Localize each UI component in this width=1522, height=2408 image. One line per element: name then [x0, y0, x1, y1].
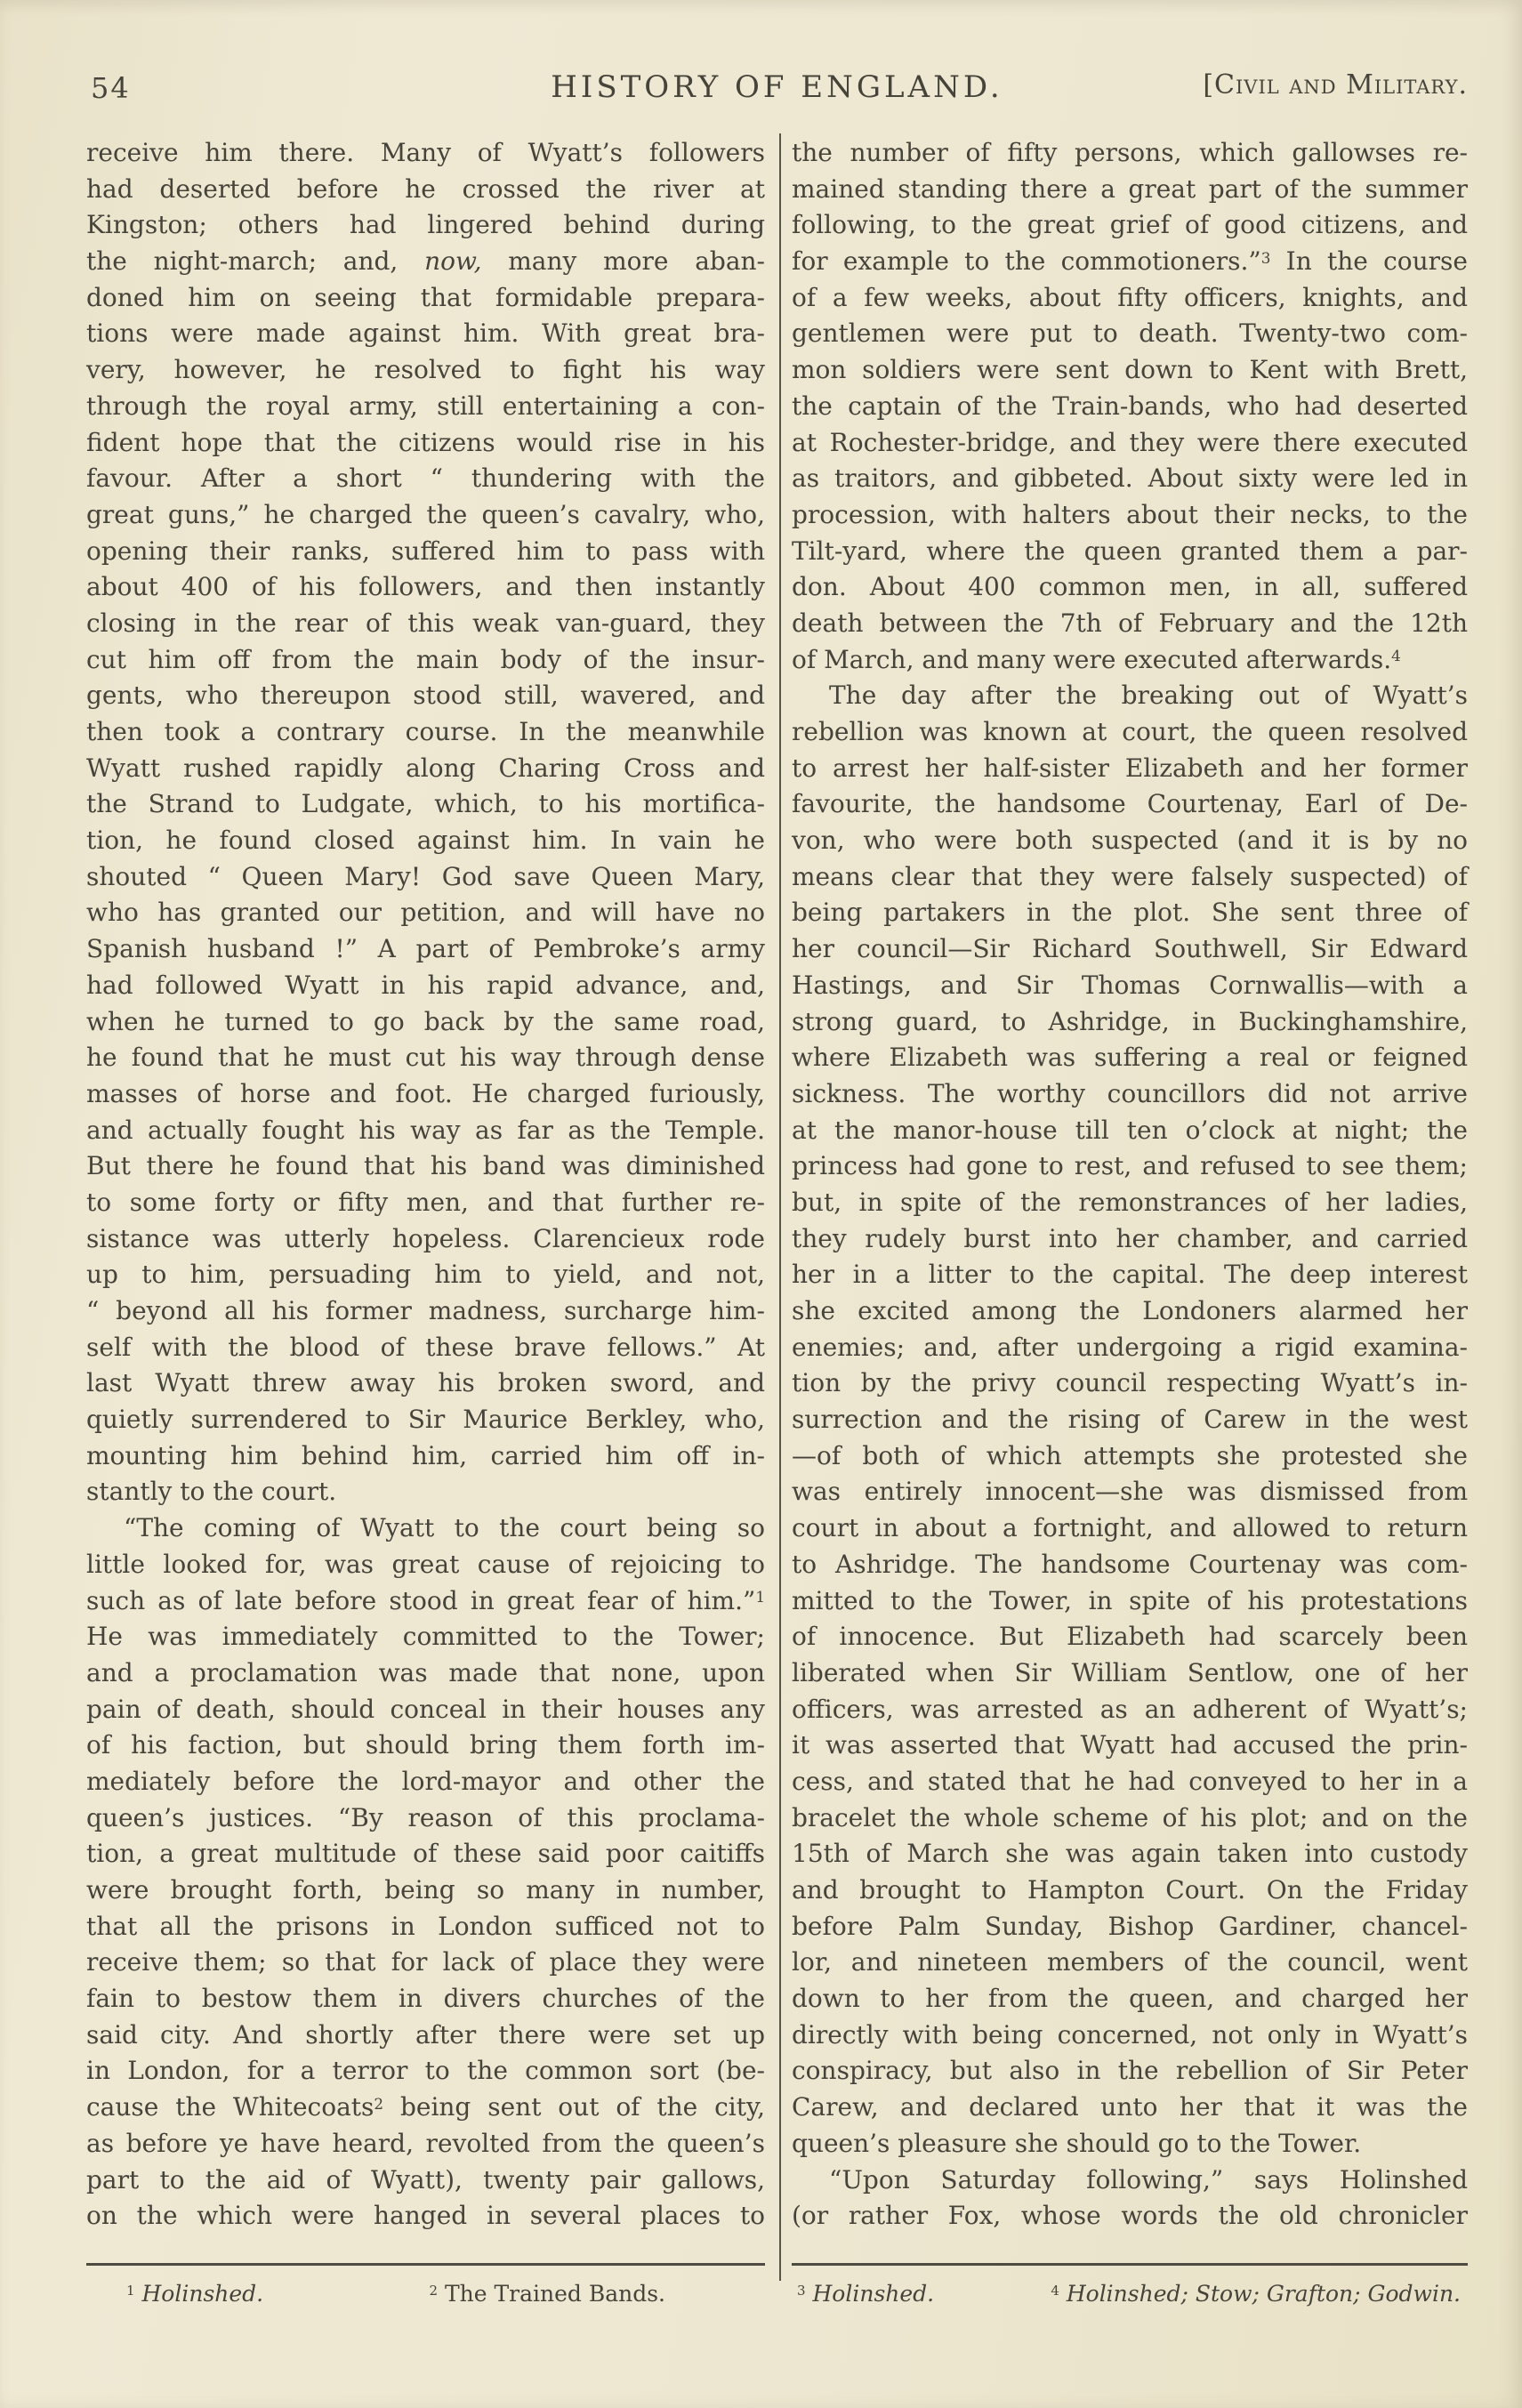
- text-line: [86, 1257, 765, 1293]
- text-segment: receive him there. Many of Wyatt’s followers: [86, 138, 765, 167]
- text-line: [792, 1547, 1468, 1583]
- text-segment: princess had gone to rest, and refused to see them;: [792, 1151, 1468, 1181]
- text-line: [792, 2090, 1468, 2126]
- footnote-marker: 3: [797, 2283, 806, 2299]
- text-segment: enemies; and, after undergoing a rigid examina-: [792, 1332, 1468, 1362]
- text-line: [792, 968, 1468, 1004]
- text-segment: Tilt-yard, where the queen granted them a par-: [792, 536, 1468, 566]
- text-line: [86, 2017, 765, 2054]
- text-segment: Hastings, and Sir Thomas Cornwallis—with a: [792, 970, 1468, 1000]
- text-segment: when he turned to go back by the same road,: [86, 1006, 765, 1036]
- text-line: [792, 823, 1468, 859]
- text-line: [86, 1076, 765, 1113]
- text-segment: then took a contrary course. In the meanwhile: [86, 717, 765, 746]
- text-line: [792, 1402, 1468, 1438]
- text-segment: stantly to the court.: [86, 1477, 337, 1507]
- text-line: [86, 1800, 765, 1837]
- right-footnotes: [792, 2263, 1468, 2307]
- text-segment: following, to the great grief of good citizens, and: [792, 210, 1468, 240]
- text-line: [792, 1909, 1468, 1945]
- text-line: [86, 2162, 765, 2199]
- text-line: [86, 1221, 765, 1258]
- text-segment: cause the Whitecoats: [86, 2092, 374, 2122]
- text-line: [792, 280, 1468, 317]
- text-line: [792, 135, 1468, 172]
- text-segment: had deserted before he crossed the river at: [86, 173, 765, 204]
- text-line: [792, 786, 1468, 823]
- footnote-marker: 2: [374, 2094, 384, 2113]
- text-segment: sickness. The worthy councillors did not arrive: [792, 1078, 1468, 1108]
- text-line: [792, 352, 1468, 389]
- text-line: [86, 678, 765, 714]
- text-line: [792, 1764, 1468, 1800]
- text-segment: and actually fought his way as far as the Temple.: [86, 1115, 765, 1145]
- text-segment: means clear that they were falsely suspected) of: [792, 861, 1468, 891]
- left-footnotes: [86, 2263, 765, 2307]
- text-line: [86, 1619, 765, 1655]
- text-segment: opening their ranks, suffered him to pass with: [86, 536, 765, 566]
- text-segment: rebellion was known at court, the queen resolved: [792, 717, 1468, 746]
- text-line: [792, 534, 1468, 570]
- text-line: [792, 1945, 1468, 1981]
- text-segment: Kingston; others had lingered behind during: [86, 210, 765, 240]
- text-line: [86, 1474, 765, 1510]
- text-segment: the captain of the Train-bands, who had deserted: [792, 391, 1468, 421]
- text-segment: shouted “ Queen Mary! God save Queen Mary,: [86, 861, 765, 891]
- text-segment: great guns,” he charged the queen’s cavalry, who,: [86, 499, 765, 529]
- text-segment: pain of death, should conceal in their houses any: [86, 1694, 765, 1724]
- text-line: [792, 2198, 1468, 2235]
- text-segment: liberated when Sir William Sentlow, one of her: [792, 1657, 1468, 1687]
- text-line: [792, 1076, 1468, 1113]
- text-line: [86, 1510, 765, 1547]
- text-line: [792, 1872, 1468, 1909]
- text-line: [792, 1692, 1468, 1728]
- text-segment: doned him on seeing that formidable prepara-: [86, 282, 765, 312]
- text-line: [86, 497, 765, 534]
- text-segment: her council—Sir Richard Southwell, Sir Edward: [792, 934, 1468, 964]
- text-segment: death between the 7th of February and the 12th: [792, 608, 1468, 638]
- text-segment: where Elizabeth was suffering a real or feigned: [792, 1043, 1468, 1073]
- text-line: [792, 244, 1468, 280]
- text-line: [86, 823, 765, 859]
- text-line: [86, 751, 765, 787]
- text-line: [86, 316, 765, 352]
- text-line: [86, 352, 765, 389]
- text-segment: tion, a great multitude of these said poor caitiffs: [86, 1839, 765, 1869]
- text-segment: it was asserted that Wyatt had accused the prin-: [792, 1730, 1468, 1760]
- text-line: [86, 1402, 765, 1438]
- text-line: [792, 1727, 1468, 1764]
- text-segment: mitted to the Tower, in spite of his protestations: [792, 1585, 1468, 1615]
- text-line: [792, 606, 1468, 642]
- text-segment: masses of horse and foot. He charged furiously,: [86, 1078, 765, 1108]
- text-segment: the night-march; and,: [86, 246, 425, 277]
- text-line: [792, 2053, 1468, 2090]
- text-segment: the number of fifty persons, which gallowses re-: [792, 138, 1468, 167]
- footnote-row-right: [792, 2266, 1468, 2307]
- text-segment: of innocence. But Elizabeth had scarcely been: [792, 1622, 1468, 1652]
- page-number: 54: [91, 71, 131, 105]
- text-line: [792, 1293, 1468, 1330]
- text-segment: now,: [424, 246, 482, 277]
- text-line: [86, 389, 765, 425]
- text-segment: her in a litter to the capital. The deep interest: [792, 1260, 1468, 1290]
- footnote-marker: 1: [755, 1587, 765, 1606]
- text-segment: as before ye have heard, revolted from the queen’s: [86, 2128, 765, 2158]
- text-segment: “The coming of Wyatt to the court being so: [124, 1513, 765, 1543]
- text-line: [792, 1004, 1468, 1041]
- text-line: [792, 2017, 1468, 2054]
- text-segment: said city. And shortly after there were set up: [86, 2019, 765, 2050]
- text-segment: and a proclamation was made that none, upon: [86, 1657, 765, 1687]
- text-segment: “Upon Saturday following,” says Holinshed: [829, 2164, 1468, 2195]
- footnote: [429, 2281, 665, 2307]
- text-segment: she excited among the Londoners alarmed her: [792, 1296, 1468, 1325]
- text-segment: directly with being concerned, not only in Wyatt’s: [792, 2019, 1468, 2050]
- text-segment: mon soldiers were sent down to Kent with Brett,: [792, 355, 1468, 385]
- text-line: [792, 1583, 1468, 1620]
- text-segment: Wyatt rushed rapidly along Charing Cross and: [86, 753, 765, 783]
- text-segment: were brought forth, being so many in number,: [86, 1875, 765, 1905]
- text-line: [86, 1547, 765, 1583]
- text-line: [86, 1945, 765, 1981]
- text-line: [792, 172, 1468, 208]
- text-segment: officers, was arrested as an adherent of Wyatt’s;: [792, 1694, 1468, 1724]
- text-line: [86, 931, 765, 968]
- footnote: [126, 2281, 263, 2307]
- text-segment: at the manor-house till ten o’clock at night; the: [792, 1115, 1468, 1145]
- text-segment: was entirely innocent—she was dismissed from: [792, 1477, 1468, 1507]
- text-segment: fident hope that the citizens would rise in his: [86, 427, 765, 457]
- text-line: [792, 751, 1468, 787]
- text-segment: who has granted our petition, and will have no: [86, 898, 765, 928]
- text-line: [792, 2162, 1468, 2199]
- footnote-marker: 3: [1260, 248, 1271, 267]
- text-line: [86, 2126, 765, 2162]
- text-segment: up to him, persuading him to yield, and not,: [86, 1260, 765, 1290]
- text-segment: part to the aid of Wyatt), twenty pair gallows,: [86, 2164, 765, 2195]
- text-segment: mained standing there a great part of the summer: [792, 173, 1468, 204]
- text-segment: before Palm Sunday, Bishop Gardiner, chancel-: [792, 1911, 1468, 1941]
- text-segment: closing in the rear of this weak van-guard, they: [86, 608, 765, 638]
- page-title: HISTORY OF ENGLAND.: [551, 69, 1003, 105]
- text-line: [792, 859, 1468, 896]
- text-segment: The day after the breaking out of Wyatt’s: [829, 681, 1468, 711]
- text-line: [86, 859, 765, 896]
- left-column: [86, 135, 765, 2235]
- footnote: [1051, 2281, 1461, 2307]
- text-segment: court in about a fortnight, and allowed to return: [792, 1513, 1468, 1543]
- text-segment: mounting him behind him, carried him off in-: [86, 1440, 765, 1470]
- text-segment: being sent out of the city,: [383, 2092, 766, 2122]
- footnote-row-left: [86, 2266, 765, 2307]
- text-line: [792, 316, 1468, 352]
- text-segment: such as of late before stood in great fear of him.”: [86, 1585, 756, 1615]
- text-segment: Spanish husband !” A part of Pembroke’s army: [86, 934, 765, 964]
- text-segment: favour. After a short “ thundering with the: [86, 463, 765, 494]
- text-line: [792, 714, 1468, 751]
- text-line: [86, 425, 765, 462]
- footnote-marker: 1: [126, 2283, 135, 2299]
- text-segment: last Wyatt threw away his broken sword, and: [86, 1368, 765, 1398]
- text-line: [792, 1474, 1468, 1510]
- text-segment: He was immediately committed to the Tower;: [86, 1622, 765, 1652]
- text-segment: favourite, the handsome Courtenay, Earl of De-: [792, 789, 1468, 819]
- text-segment: being partakers in the plot. She sent three of: [792, 898, 1468, 928]
- text-line: [792, 1800, 1468, 1837]
- text-line: [86, 786, 765, 823]
- text-segment: surrection and the rising of Carew in the west: [792, 1405, 1468, 1435]
- text-line: [792, 1510, 1468, 1547]
- text-line: [792, 1257, 1468, 1293]
- text-line: [86, 1981, 765, 2017]
- text-line: [86, 1040, 765, 1076]
- text-segment: self with the blood of these brave fellows.” At: [86, 1332, 765, 1362]
- text-segment: cut him off from the main body of the insur-: [86, 644, 765, 674]
- text-segment: many more aban-: [481, 246, 766, 277]
- text-line: [86, 1148, 765, 1185]
- footnote-marker: 2: [429, 2283, 438, 2299]
- text-line: [86, 534, 765, 570]
- text-line: [792, 1185, 1468, 1221]
- text-line: [792, 931, 1468, 968]
- text-line: [86, 1293, 765, 1330]
- text-segment: quietly surrendered to Sir Maurice Berkley, who,: [86, 1405, 765, 1435]
- text-segment: of a few weeks, about fifty officers, knights, and: [792, 282, 1468, 312]
- text-line: [792, 1330, 1468, 1366]
- text-segment: receive them; so that for lack of place they were: [86, 1947, 765, 1977]
- text-segment: to some forty or fifty men, and that further re-: [86, 1187, 765, 1217]
- text-line: [86, 1185, 765, 1221]
- text-line: [792, 1619, 1468, 1655]
- text-segment: Holinshed.: [805, 2281, 935, 2307]
- text-line: [792, 1040, 1468, 1076]
- text-segment: queen’s justices. “By reason of this proclama-: [86, 1802, 765, 1832]
- text-segment: down to her from the queen, and charged her: [792, 1984, 1468, 2014]
- text-line: [792, 642, 1468, 679]
- text-line: [86, 1727, 765, 1764]
- text-line: [86, 569, 765, 606]
- text-segment: the Strand to Ludgate, which, to his mortifica-: [86, 789, 765, 819]
- text-segment: Holinshed; Stow; Grafton; Godwin.: [1059, 2281, 1461, 2307]
- text-segment: conspiracy, but also in the rebellion of Sir Peter: [792, 2056, 1468, 2086]
- text-segment: tion, he found closed against him. In vain he: [86, 825, 765, 856]
- text-line: [86, 1113, 765, 1149]
- text-segment: for example to the commotioners.”: [792, 246, 1261, 277]
- text-line: [86, 461, 765, 497]
- text-segment: Holinshed.: [134, 2281, 264, 2307]
- section-heading: [Civil and Military.: [1203, 69, 1468, 101]
- text-line: [86, 1836, 765, 1872]
- text-line: [86, 1365, 765, 1402]
- text-segment: don. About 400 common men, in all, suffered: [792, 572, 1468, 602]
- text-line: [792, 678, 1468, 714]
- text-line: [792, 1655, 1468, 1692]
- text-segment: to arrest her half-sister Elizabeth and her former: [792, 753, 1468, 783]
- text-line: [86, 1330, 765, 1366]
- text-segment: they rudely burst into her chamber, and carried: [792, 1223, 1468, 1253]
- text-segment: —of both of which attempts she protested she: [792, 1440, 1468, 1470]
- text-line: [86, 1909, 765, 1945]
- text-line: [792, 1113, 1468, 1149]
- text-line: [792, 389, 1468, 425]
- text-line: [86, 606, 765, 642]
- text-line: [792, 461, 1468, 497]
- text-segment: in London, for a terror to the common sort (be-: [86, 2056, 765, 2086]
- text-segment: 15th of March she was again taken into custody: [792, 1839, 1468, 1869]
- right-column: [792, 135, 1468, 2235]
- text-line: [86, 135, 765, 172]
- text-line: [792, 497, 1468, 534]
- text-line: [86, 172, 765, 208]
- text-segment: very, however, he resolved to fight his way: [86, 355, 765, 385]
- text-segment: procession, with halters about their necks, to the: [792, 499, 1468, 529]
- text-line: [86, 280, 765, 317]
- text-segment: at Rochester-bridge, and they were there executed: [792, 427, 1468, 457]
- text-segment: gentlemen were put to death. Twenty-two com-: [792, 318, 1468, 349]
- text-segment: to Ashridge. The handsome Courtenay was com-: [792, 1549, 1468, 1579]
- text-segment: through the royal army, still entertaining a con-: [86, 391, 765, 421]
- text-line: [792, 425, 1468, 462]
- text-segment: of his faction, but should bring them forth im-: [86, 1730, 765, 1760]
- text-line: [792, 1438, 1468, 1475]
- footnote-marker: 4: [1051, 2283, 1059, 2299]
- text-segment: as traitors, and gibbeted. About sixty were led in: [792, 463, 1468, 494]
- text-segment: and brought to Hampton Court. On the Friday: [792, 1875, 1468, 1905]
- text-segment: fain to bestow them in divers churches of the: [86, 1984, 765, 2014]
- text-line: [792, 1836, 1468, 1872]
- text-segment: “ beyond all his former madness, surcharge him-: [86, 1296, 765, 1325]
- text-segment: of March, and many were executed afterwards.: [792, 644, 1392, 674]
- text-line: [86, 1655, 765, 1692]
- text-line: [86, 1004, 765, 1041]
- text-line: [792, 1221, 1468, 1258]
- text-line: [86, 1692, 765, 1728]
- text-segment: The Trained Bands.: [438, 2281, 665, 2307]
- text-line: [792, 1981, 1468, 2017]
- text-line: [86, 895, 765, 931]
- footnote-marker: 4: [1391, 647, 1401, 665]
- text-segment: But there he found that his band was diminished: [86, 1151, 765, 1181]
- text-line: [792, 895, 1468, 931]
- text-segment: sistance was utterly hopeless. Clarencieux rode: [86, 1223, 765, 1253]
- text-line: [792, 2126, 1468, 2162]
- text-line: [86, 1764, 765, 1800]
- text-line: [86, 1438, 765, 1475]
- text-line: [86, 714, 765, 751]
- text-line: [86, 2053, 765, 2090]
- text-segment: cess, and stated that he had conveyed to her in a: [792, 1766, 1468, 1796]
- text-line: [792, 1365, 1468, 1402]
- text-segment: about 400 of his followers, and then instantly: [86, 572, 765, 602]
- text-line: [86, 2090, 765, 2126]
- text-segment: strong guard, to Ashridge, in Buckinghamshire,: [792, 1006, 1468, 1036]
- text-line: [86, 207, 765, 244]
- text-segment: that all the prisons in London sufficed not to: [86, 1911, 765, 1941]
- text-segment: In the course: [1270, 246, 1468, 277]
- text-segment: mediately before the lord-mayor and other the: [86, 1766, 765, 1796]
- text-segment: bracelet the whole scheme of his plot; and on the: [792, 1802, 1468, 1832]
- text-segment: he found that he must cut his way through dense: [86, 1043, 765, 1073]
- text-line: [792, 207, 1468, 244]
- text-line: [86, 968, 765, 1004]
- text-segment: tion by the privy council respecting Wyatt’s in-: [792, 1368, 1468, 1398]
- text-line: [86, 1583, 765, 1620]
- text-segment: lor, and nineteen members of the council, went: [792, 1947, 1468, 1977]
- text-segment: (or rather Fox, whose words the old chronicler: [792, 2201, 1468, 2231]
- text-segment: had followed Wyatt in his rapid advance, and,: [86, 970, 765, 1000]
- text-line: [86, 244, 765, 280]
- text-line: [792, 1148, 1468, 1185]
- text-segment: on the which were hanged in several places to: [86, 2201, 765, 2231]
- text-line: [86, 2198, 765, 2235]
- column-divider-rule: [779, 133, 781, 2281]
- page-header: [86, 0, 1468, 116]
- text-segment: tions were made against him. With great bra-: [86, 318, 765, 349]
- text-line: [86, 642, 765, 679]
- text-line: [792, 569, 1468, 606]
- text-line: [86, 1872, 765, 1909]
- text-segment: but, in spite of the remonstrances of her ladies,: [792, 1187, 1468, 1217]
- text-segment: von, who were both suspected (and it is by no: [792, 825, 1468, 856]
- text-segment: gents, who thereupon stood still, wavered, and: [86, 681, 765, 711]
- footnote: [797, 2281, 934, 2307]
- text-segment: queen’s pleasure she should go to the Tower.: [792, 2128, 1362, 2158]
- text-segment: Carew, and declared unto her that it was the: [792, 2092, 1468, 2122]
- text-segment: little looked for, was great cause of rejoicing to: [86, 1549, 765, 1579]
